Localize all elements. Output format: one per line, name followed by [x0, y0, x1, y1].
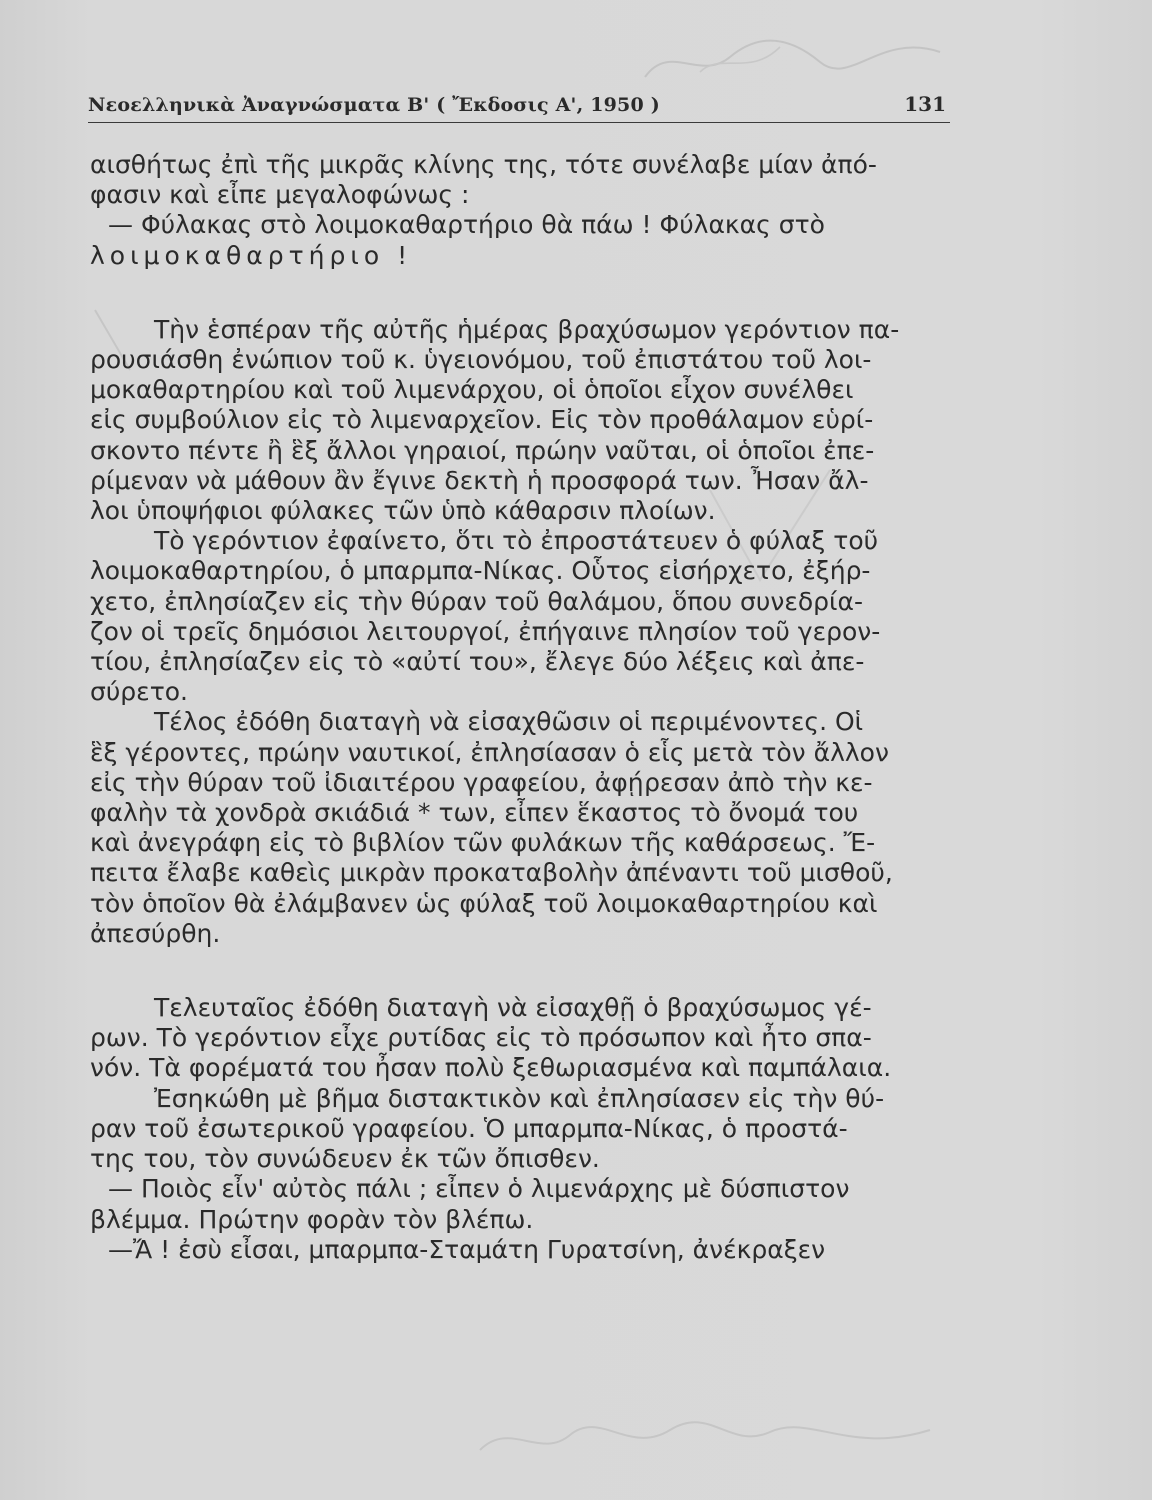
text-line: εἰς τὴν θύραν τοῦ ἰδιαιτέρου γραφείου, ἀφῄρεσαν ἀπὸ τὴν κε-: [90, 767, 873, 797]
paragraph: [90, 526, 948, 707]
pencil-scribble-top: [640, 22, 960, 92]
text-line: Τέλος ἐδόθη διαταγὴ νὰ εἰσαχθῶσιν οἱ περιμένοντες. Οἱ: [154, 707, 864, 737]
text-line: φαλὴν τὰ χονδρὰ σκιάδιά * των, εἶπεν ἕκαστος τὸ ὄνομά του: [90, 798, 859, 828]
text-line: νόν. Τὰ φορέματά του ἦσαν πολὺ ξεθωριασμένα καὶ παμπάλαια.: [90, 1053, 892, 1083]
text-line: ἀπεσύρθη.: [90, 918, 221, 948]
text-line: ρουσιάσθη ἐνώπιον τοῦ κ. ὑγειονόμου, τοῦ ἐπιστάτου τοῦ λοι-: [90, 345, 872, 375]
text-line: ραν τοῦ ἐσωτερικοῦ γραφείου. Ὁ μπαρμπα-Νίκας, ὁ προστά-: [90, 1113, 848, 1143]
section-gap: [90, 271, 948, 315]
text-line: φασιν καὶ εἶπε μεγαλοφώνως :: [90, 180, 470, 210]
text-line: — Ποιὸς εἶν' αὐτὸς πάλι ; εἶπεν ὁ λιμενάρχης μὲ δύσπιστον: [108, 1174, 850, 1204]
text-line: σκοντο πέντε ἢ ἓξ ἄλλοι γηραιοί, πρώην ναῦται, οἱ ὁποῖοι ἐπε-: [90, 435, 875, 465]
section-gap: [90, 949, 948, 993]
paragraph: [90, 1174, 948, 1234]
paragraph: [90, 993, 948, 1084]
text-line: ρων. Τὸ γερόντιον εἶχε ρυτίδας εἰς τὸ πρόσωπον καὶ ἦτο σπα-: [90, 1023, 872, 1053]
text-line: ρίμεναν νὰ μάθουν ἂν ἔγινε δεκτὴ ἡ προσφορά των. Ἦσαν ἄλ-: [90, 465, 869, 495]
text-line: λοι ὑποψήφιοι φύλακες τῶν ὑπὸ κάθαρσιν πλοίων.: [90, 496, 716, 526]
text-line: χετο, ἐπλησίαζεν εἰς τὴν θύραν τοῦ θαλάμου, ὅπου συνεδρία-: [90, 586, 863, 616]
page-number: 131: [904, 92, 946, 116]
text-line: ζον οἱ τρεῖς δημόσιοι λειτουργοί, ἐπήγαινε πλησίον τοῦ γερον-: [90, 616, 881, 646]
text-line: Τελευταῖος ἐδόθη διαταγὴ νὰ εἰσαχθῇ ὁ βραχύσωμος γέ-: [154, 993, 872, 1023]
text-line: σύρετο.: [90, 677, 188, 707]
running-header: [88, 92, 950, 123]
text-line: τὸν ὁποῖον θὰ ἐλάμβανεν ὡς φύλαξ τοῦ λοιμοκαθαρτηρίου καὶ: [90, 888, 878, 918]
text-line: Τὸ γερόντιον ἐφαίνετο, ὅτι τὸ ἐπροστάτευεν ὁ φύλαξ τοῦ: [154, 526, 879, 556]
text-line: ἓξ γέροντες, πρώην ναυτικοί, ἐπλησίασαν ὁ εἷς μετὰ τὸν ἄλλον: [90, 737, 889, 767]
text-line: —Ἄ ! ἐσὺ εἶσαι, μπαρμπα-Σταμάτη Γυρατσίνη, ἀνέκραξεν: [108, 1234, 826, 1264]
paragraph: [90, 1084, 948, 1175]
text-line: — Φύλακας στὸ λοιμοκαθαρτήριο θὰ πάω ! Φύλακας στὸ: [108, 210, 825, 240]
book-title: Νεοελληνικὰ Ἀναγνώσματα Β' ( Ἔκδοσις Α', 1950 ): [88, 94, 660, 116]
text-line: της του, τὸν συνώδευεν ἐκ τῶν ὄπισθεν.: [90, 1144, 600, 1174]
text-line: αισθήτως ἐπὶ τῆς μικρᾶς κλίνης της, τότε συνέλαβε μίαν ἀπό-: [90, 150, 877, 179]
text-line: βλέμμα. Πρώτην φορὰν τὸν βλέπω.: [90, 1204, 534, 1234]
pencil-scribble-bottom: [470, 1410, 950, 1470]
paragraph: [90, 150, 948, 210]
paragraph: [90, 1235, 948, 1265]
text-line: Ἐσηκώθη μὲ βῆμα διστακτικὸν καὶ ἐπλησίασεν εἰς τὴν θύ-: [154, 1083, 885, 1113]
text-line: καὶ ἀνεγράφη εἰς τὸ βιβλίον τῶν φυλάκων τῆς καθάρσεως. Ἔ-: [90, 828, 876, 858]
text-line: λοιμοκαθαρτηρίου, ὁ μπαρμπα-Νίκας. Οὗτος εἰσήρχετο, ἐξήρ-: [90, 556, 871, 586]
text-line: πειτα ἔλαβε καθεὶς μικρὰν προκαταβολὴν ἀπέναντι τοῦ μισθοῦ,: [90, 858, 893, 888]
paragraph: [90, 210, 948, 270]
text-line: Τὴν ἑσπέραν τῆς αὐτῆς ἡμέρας βραχύσωμον γερόντιον πα-: [154, 314, 900, 344]
paragraph: [90, 707, 948, 949]
text-line: λοιμοκαθαρτήριο !: [90, 240, 413, 270]
text-line: μοκαθαρτηρίου καὶ τοῦ λιμενάρχου, οἱ ὁποῖοι εἶχον συνέλθει: [90, 375, 854, 405]
text-line: εἰς συμβούλιον εἰς τὸ λιμεναρχεῖον. Εἰς τὸν προθάλαμον εὑρί-: [90, 405, 874, 435]
body-text: [90, 150, 948, 1265]
paragraph: [90, 315, 948, 526]
text-line: τίου, ἐπλησίαζεν εἰς τὸ «αὐτί του», ἔλεγε δύο λέξεις καὶ ἀπε-: [90, 647, 865, 677]
